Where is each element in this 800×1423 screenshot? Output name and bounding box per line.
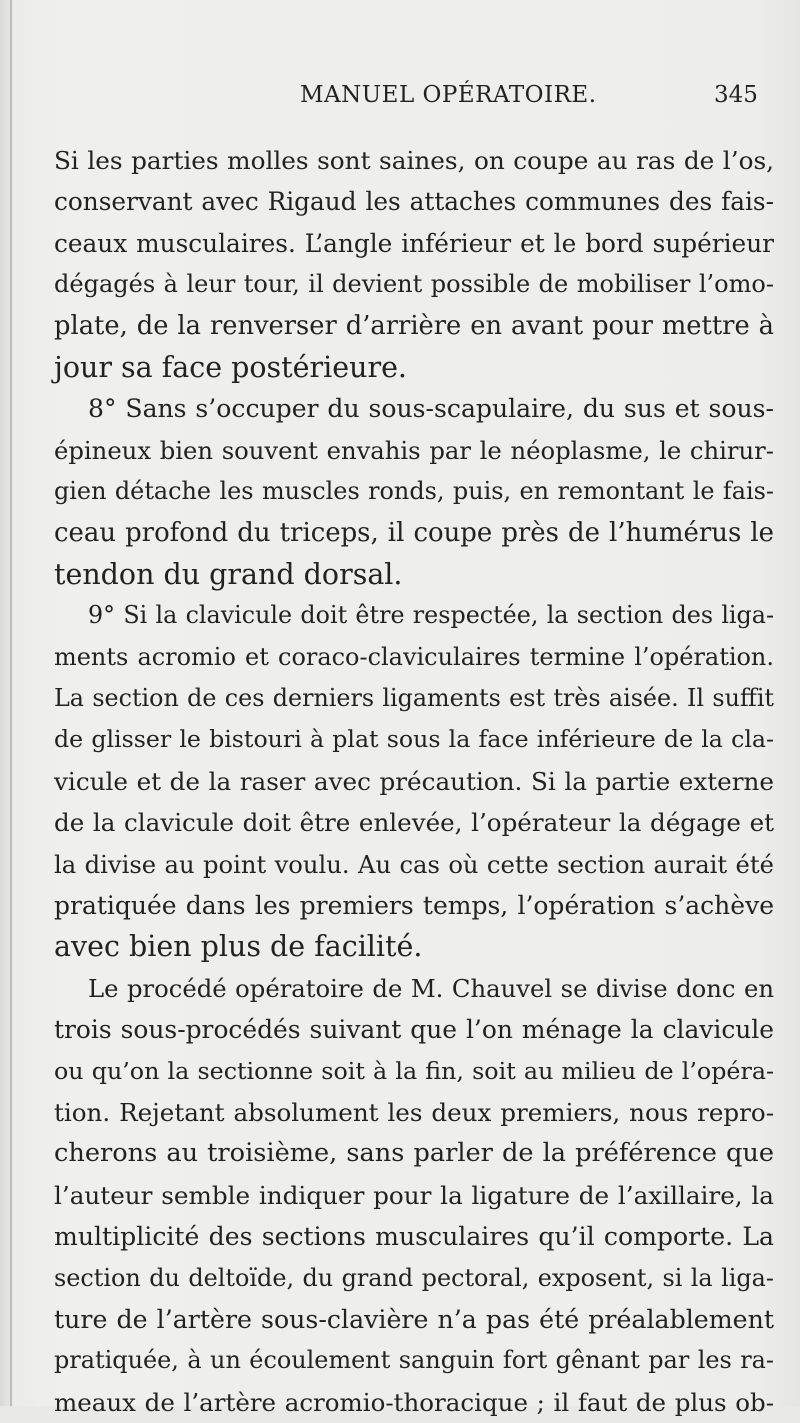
text-line: multiplicité des sections musculaires qu’il comporte. La (54, 1222, 774, 1252)
text-line: épineux bien souvent envahis par le néoplasme, le chirur- (54, 435, 774, 465)
text-line: La section de ces derniers ligaments est très aisée. Il suffit (54, 684, 774, 713)
text-line: avec bien plus de facilité. (54, 930, 423, 964)
text-line: tion. Rejetant absolument les deux premiers, nous repro- (54, 1097, 774, 1127)
text-line: gien détache les muscles ronds, puis, en remontant le fais- (54, 477, 774, 506)
text-line: 9° Si la clavicule doit être respectée, la section des liga- (88, 601, 774, 630)
text-line: pratiquée, à un écoulement sanguin fort gênant par les ra- (54, 1346, 774, 1375)
text-line: Le procédé opératoire de M. Chauvel se divise donc en (88, 973, 774, 1003)
page-number: 345 (714, 82, 758, 108)
text-line: ture de l’artère sous-clavière n’a pas été préalablement (54, 1304, 774, 1334)
text-line: l’auteur semble indiquer pour la ligature de l’axillaire, la (54, 1180, 774, 1210)
body-text (54, 140, 774, 1417)
text-line: Si les parties molles sont saines, on coupe au ras de l’os, (54, 146, 774, 175)
text-line: cherons au troisième, sans parler de la préférence que (54, 1138, 774, 1169)
text-line: meaux de l’artère acromio-thoracique ; il faut de plus ob- (54, 1387, 774, 1417)
page-header (0, 82, 800, 122)
text-line: 8° Sans s’occuper du sous-scapulaire, du sus et sous- (88, 394, 774, 424)
text-line: ments acromio et coraco-claviculaires termine l’opération. (54, 642, 774, 671)
running-title: MANUEL OPÉRATOIRE. (300, 82, 597, 108)
text-line: section du deltoïde, du grand pectoral, exposent, si la liga- (54, 1263, 774, 1292)
text-line: plate, de la renverser d’arrière en avant pour mettre à (54, 310, 774, 341)
text-line: la divise au point voulu. Au cas où cette section aurait été (54, 849, 774, 879)
text-line: ou qu’on la sectionne soit à la fin, soit au milieu de l’opéra- (54, 1056, 774, 1085)
text-line: vicule et de la raser avec précaution. Si la partie externe (54, 766, 774, 796)
binding-edge (10, 0, 12, 1406)
text-line: dégagés à leur tour, il devient possible de mobiliser l’omo- (54, 270, 774, 299)
text-line: pratiquée dans les premiers temps, l’opération s’achève (54, 891, 774, 921)
text-line: de la clavicule doit être enlevée, l’opérateur la dégage et (54, 808, 774, 838)
text-line: conservant avec Rigaud les attaches communes des fais- (54, 187, 774, 217)
text-line: jour sa face postérieure. (54, 350, 407, 384)
text-line: ceau profond du triceps, il coupe près de l’humérus le (54, 517, 774, 548)
text-line: trois sous-procédés suivant que l’on ménage la clavicule (54, 1015, 774, 1045)
text-line: ceaux musculaires. L’angle inférieur et le bord supérieur (54, 228, 774, 258)
text-line: tendon du grand dorsal. (54, 557, 403, 591)
text-line: de glisser le bistouri à plat sous la face inférieure de la cla- (54, 725, 774, 754)
